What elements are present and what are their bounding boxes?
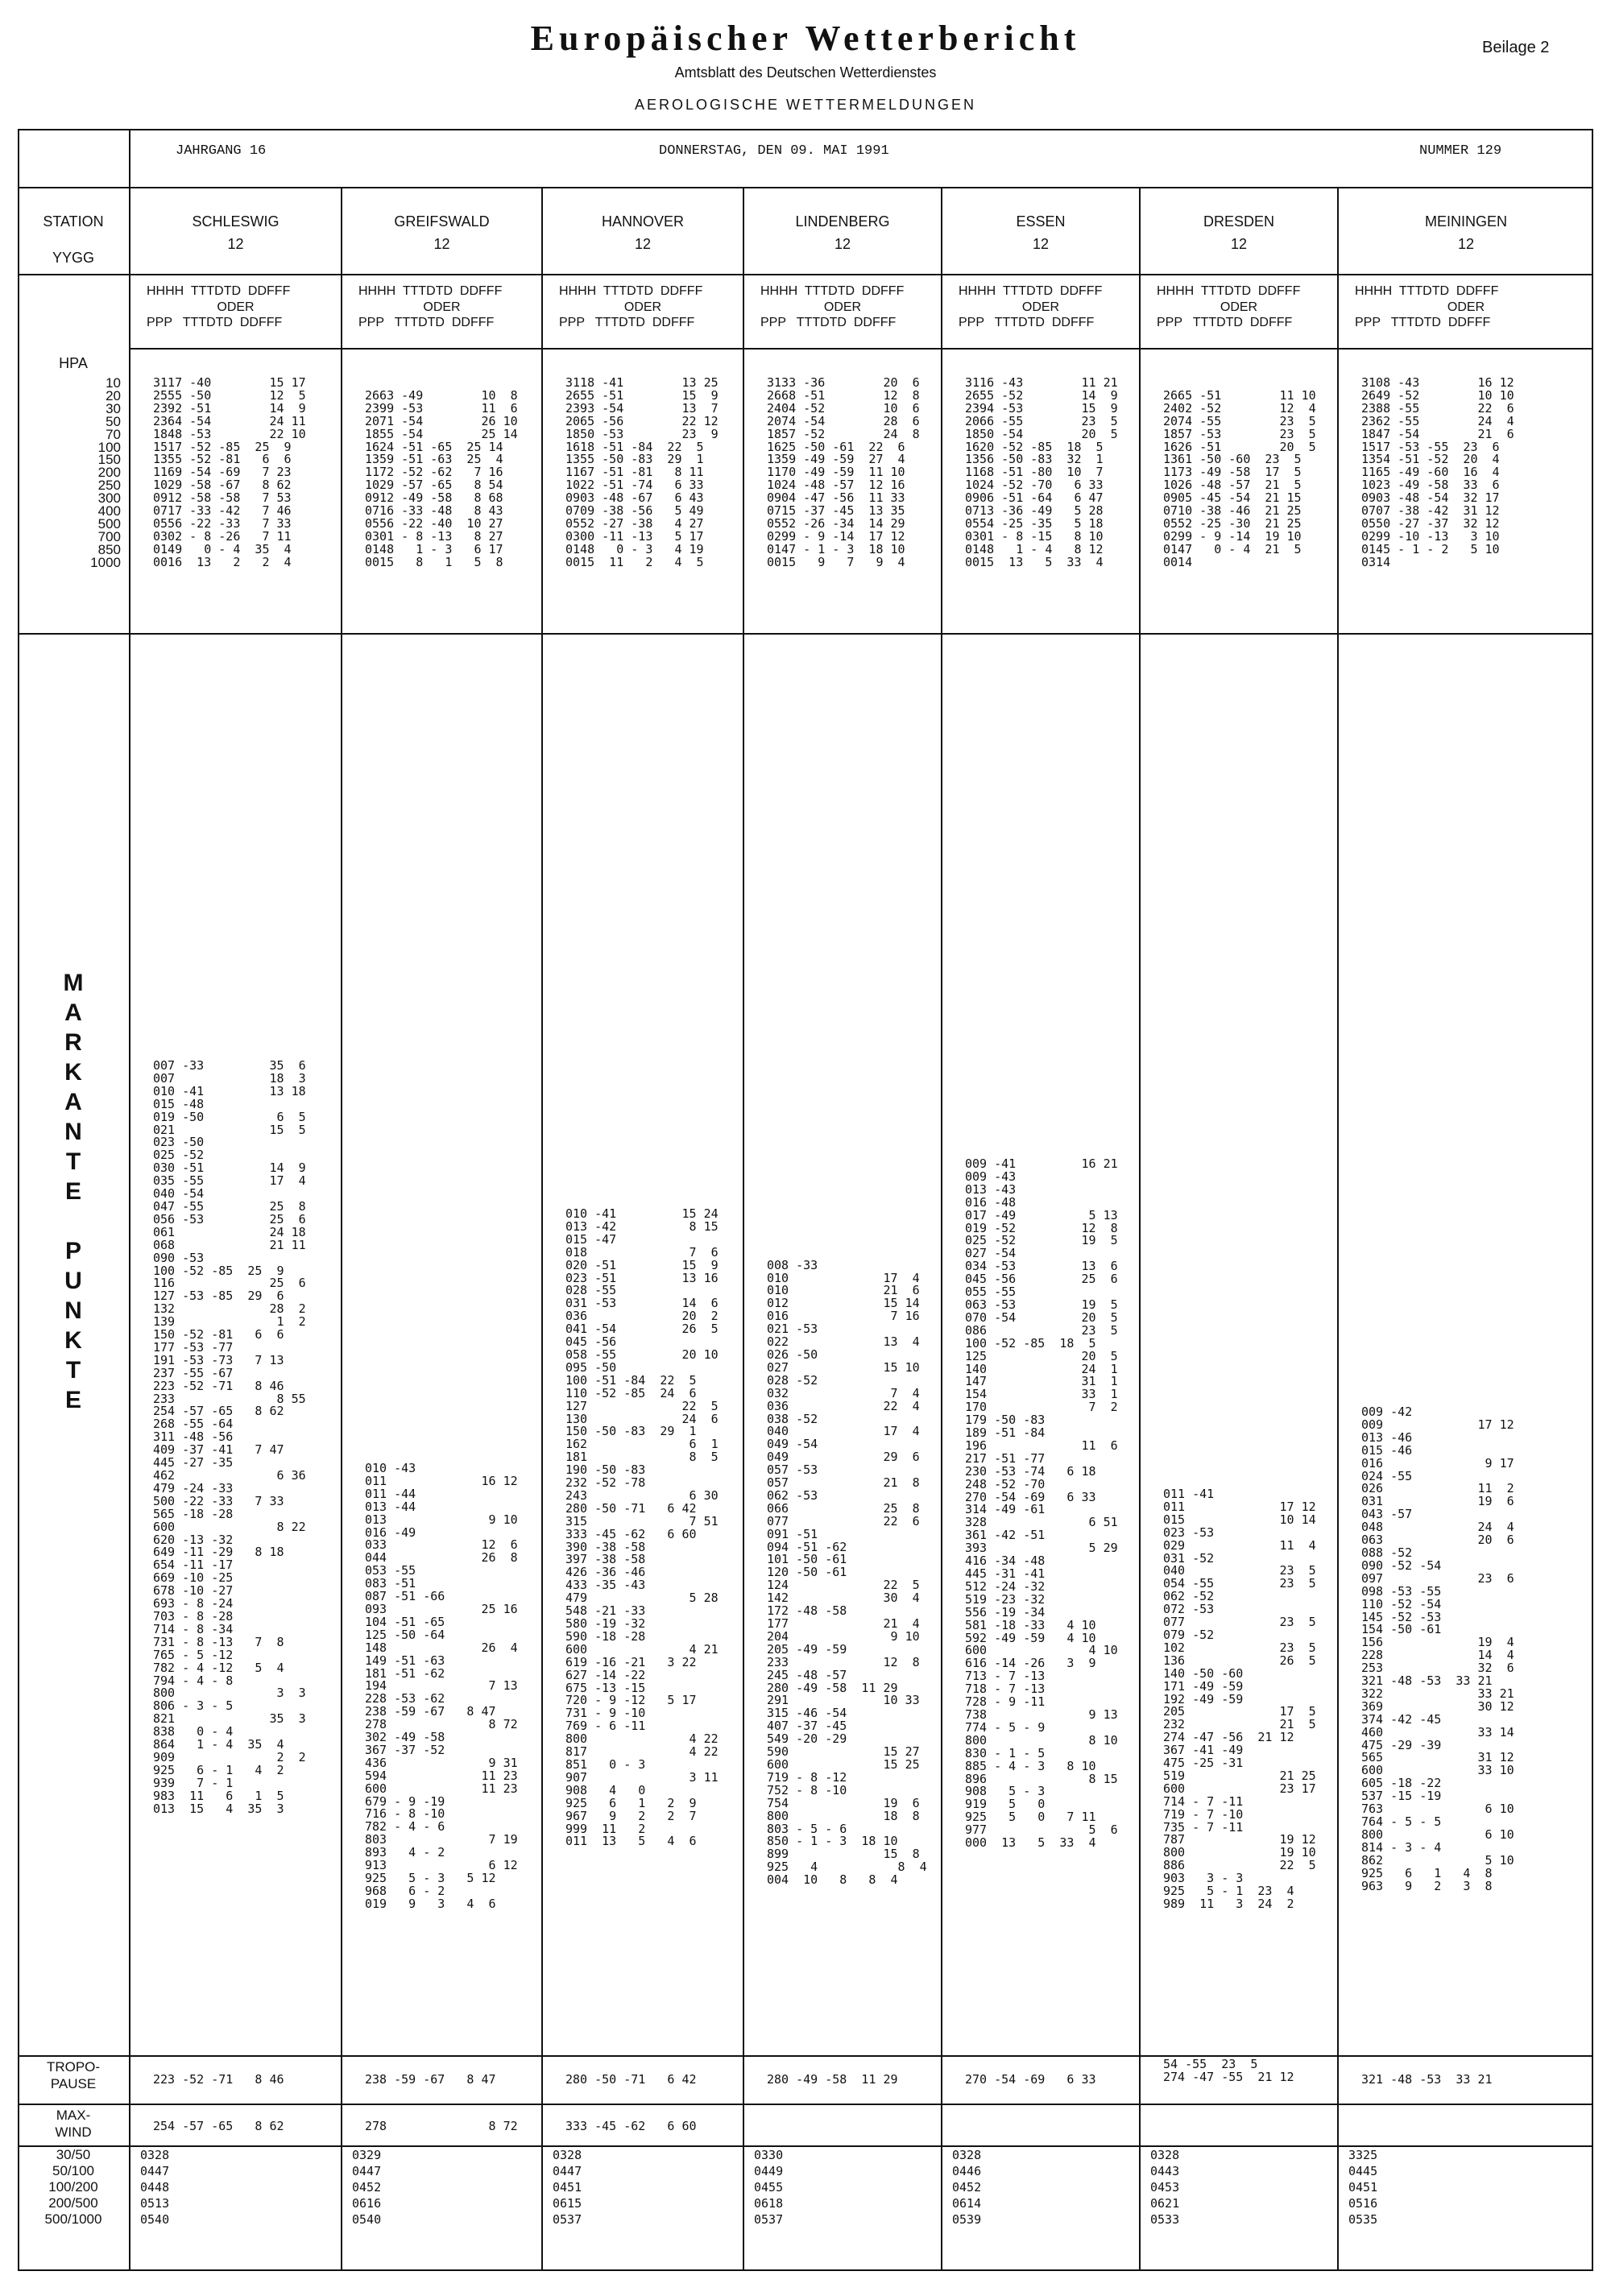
- column-header-2: ODER: [217, 300, 255, 314]
- station-name: MEININGEN: [1424, 213, 1507, 230]
- markante-punkte-label: [18, 968, 129, 1415]
- station-name: ESSEN: [1016, 213, 1066, 230]
- column-header-2: ODER: [623, 300, 662, 314]
- markante-letter: N: [64, 1119, 82, 1145]
- maxwind-data: 254 -57 -65 8 62: [153, 2119, 284, 2133]
- divider: [341, 187, 342, 2271]
- markante-letter: E: [64, 1178, 81, 1205]
- column-header-3: PPP TTTDTD DDFFF: [1355, 316, 1491, 329]
- layer-labels: 30/50 50/100 100/200 200/500 500/1000: [44, 2147, 102, 2227]
- standard-levels: 3108 -43 16 12 2649 -52 10 10 2388 -55 22 6 2362 -55 24 4 1847 -54 21 6 1517 -53 -55 23 6 1354 -51 -52 20 4 1165 -49 -60 16 4 1023 -49 -58 33 6 0903 -48 -54 32 17 0707 -38 -42 31 12 0550 -27 -37 32 12 0299 -10 -13 3 10 0145 - 1 - 2 5 10 0314: [1361, 375, 1514, 569]
- standard-levels: 3117 -40 15 17 2555 -50 12 5 2392 -51 14 9 2364 -54 24 11 1848 -53 22 10 1517 -52 -85 25 9 1355 -52 -81 6 6 1169 -54 -69 7 23 1029 -58 -67 8 62 0912 -58 -58 7 53 0717 -33 -42 7 46 0556 -22 -33 7 33 0302 - 8 -26 7 11 0149 0 - 4 35 4 0016 13 2 2 4: [153, 375, 306, 569]
- date-label: DONNERSTAG, DEN 09. MAI 1991: [659, 143, 889, 159]
- markante-data: 008 -33 010 17 4 010 21 6 012 15 14 016 7 16 021 -53 022 13 4 026 -50 027 15 10 028 -52 032 7 4 036 22 4 038 -52 040 17 4 049 -54 049 29 6 057 -53 057 21 8 062 -53 066 25 8 077 22 6 091 -51 094 -51 -62 101 -50 -61 120 -50 -61 124 22 5 142 30 4 172 -48 -58 177 21 4 204 9 10 205 -49 -59 233 12 8 245 -48 -57 280 -49 -58 11 29 291 10 33 315 -46 -54 407 -37 -45 549 -20 -29 590 15 27 600 15 25 719 - 8 -12 752 - 8 -10 754 19 6 800 18 8 803 - 5 - 6 850 - 1 - 3 18 10 899 15 8 925 4 8 4 004 10 8 8 4: [767, 1257, 927, 1888]
- markante-letter: A: [64, 1089, 82, 1115]
- markante-letter: T: [65, 1148, 81, 1175]
- tropopause-data: 321 -48 -53 33 21: [1361, 2072, 1493, 2087]
- column-header-2: ODER: [1021, 300, 1060, 314]
- column-header-1: HHHH TTTDTD DDFFF: [760, 284, 905, 298]
- tropopause-data: 280 -49 -58 11 29: [767, 2072, 898, 2087]
- station-name: LINDENBERG: [795, 213, 890, 230]
- divider: [129, 129, 130, 2271]
- tropopause-data: 54 -55 23 5 274 -47 -55 21 12: [1163, 2057, 1294, 2084]
- markante-data: 007 -33 35 6 007 18 3 010 -41 13 18 015 -48 019 -50 6 5 021 15 5 023 -50 025 -52 030 -51 14 9 035 -55 17 4 040 -54 047 -55 25 8 056 -53 25 6 061 24 18 068 21 11 090 -53 100 -52 -85 25 9 116 25 6 127 -53 -85 29 6 132 28 2 139 1 2 150 -52 -81 6 6 177 -53 -77 191 -53 -73 7 13 237 -55 -67 223 -52 -71 8 46 233 8 55 254 -57 -65 8 62 268 -55 -64 311 -48 -56 409 -37 -41 7 47 445 -27 -35 462 6 36 479 -24 -33 500 -22 -33 7 33 565 -18 -28 600 8 22 620 -13 -32 649 -11 -29 8 18 654 -11 -17 669 -10 -25 678 -10 -27 693 - 8 -24 703 - 8 -28 714 - 8 -34 731 - 8 -13 7 8 765 - 5 -12 782 - 4 -12 5 4 794 - 4 - 8 800 3 3 806 - 3 - 5 821 35 3 838 0 - 4 864 1 - 4 35 4 909 2 2 925 6 - 1 4 2 939 7 - 1 983 11 6 1 5 013 15 4 35 3: [153, 1058, 306, 1816]
- divider: [1139, 187, 1141, 2271]
- maxwind-data: 333 -45 -62 6 60: [565, 2119, 697, 2133]
- station-name: HANNOVER: [601, 213, 684, 230]
- standard-levels: 3116 -43 11 21 2655 -52 14 9 2394 -53 15 9 2066 -55 23 5 1850 -54 20 5 1620 -52 -85 18 5 1356 -50 -83 32 1 1168 -51 -80 10 7 1024 -52 -70 6 33 0906 -51 -64 6 47 0713 -36 -49 5 28 0554 -25 -35 5 18 0301 - 8 -15 8 10 0148 1 - 4 8 12 0015 13 5 33 4: [965, 375, 1118, 569]
- markante-letter: K: [64, 1059, 82, 1086]
- station-label: STATION: [43, 213, 104, 230]
- station-time: 12: [634, 236, 652, 252]
- column-header-1: HHHH TTTDTD DDFFF: [559, 284, 703, 298]
- markante-letter: P: [64, 1238, 81, 1264]
- divider: [129, 348, 1593, 350]
- station-name: SCHLESWIG: [192, 213, 280, 230]
- markante-letter: M: [63, 970, 84, 996]
- layer-data: 0328 0447 0448 0513 0540: [140, 2148, 170, 2227]
- column-header-3: PPP TTTDTD DDFFF: [358, 316, 495, 329]
- station-name: GREIFSWALD: [394, 213, 490, 230]
- tropopause-data: 280 -50 -71 6 42: [565, 2072, 697, 2087]
- page-subtitle: Amtsblatt des Deutschen Wetterdienstes: [674, 64, 937, 81]
- divider: [18, 187, 1593, 188]
- layer-data: 0330 0449 0455 0618 0537: [754, 2148, 784, 2227]
- markante-letter: K: [64, 1327, 82, 1354]
- standard-levels: 2663 -49 10 8 2399 -53 11 6 2071 -54 26 10 1855 -54 25 14 1624 -51 -65 25 14 1359 -51 -63 25 4 1172 -52 -62 7 16 1029 -57 -65 8 54 0912 -49 -58 8 68 0716 -33 -48 8 43 0556 -22 -40 10 27 0301 - 8 -13 8 27 0148 1 - 3 6 17 0015 8 1 5 8: [365, 387, 518, 569]
- page-title: Europäischer Wetterbericht: [530, 19, 1081, 58]
- tropopause-label: TROPO- PAUSE: [46, 2059, 101, 2091]
- column-header-1: HHHH TTTDTD DDFFF: [147, 284, 291, 298]
- divider: [541, 187, 543, 2271]
- column-header-3: PPP TTTDTD DDFFF: [147, 316, 283, 329]
- tropopause-data: 223 -52 -71 8 46: [153, 2072, 284, 2087]
- station-time: 12: [433, 236, 450, 252]
- volume-label: JAHRGANG 16: [176, 143, 267, 159]
- station-time: 12: [1457, 236, 1475, 252]
- divider: [18, 2055, 1593, 2057]
- column-header-3: PPP TTTDTD DDFFF: [959, 316, 1095, 329]
- layer-data: 3325 0445 0451 0516 0535: [1348, 2148, 1378, 2227]
- markante-data: 009 -41 16 21 009 -43 013 -43 016 -48 017 -49 5 13 019 -52 12 8 025 -52 19 5 027 -54 034 -53 13 6 045 -56 25 6 055 -55 063 -53 19 5 070 -54 20 5 086 23 5 100 -52 -85 18 5 125 20 5 140 24 1 147 31 1 154 33 1 170 7 2 179 -50 -83 189 -51 -84 196 11 6 217 -51 -77 230 -53 -74 6 18 248 -52 -70 270 -54 -69 6 33 314 -49 -61 328 6 51 361 -42 -51 393 5 29 416 -34 -48 445 -31 -41 512 -24 -32 519 -23 -32 556 -19 -34 581 -18 -33 4 10 592 -49 -59 4 10 600 4 10 616 -14 -26 3 9 713 - 7 -13 718 - 7 -13 728 - 9 -11 738 9 13 774 - 5 - 9 800 8 10 830 - 1 - 5 885 - 4 - 3 8 10 896 8 15 908 5 - 3 919 5 0 925 5 0 7 11 977 5 6 000 13 5 33 4: [965, 1156, 1118, 1851]
- station-time: 12: [227, 236, 244, 252]
- markante-data: 010 -41 15 24 013 -42 8 15 015 -47 018 7 6 020 -51 15 9 023 -51 13 16 028 -55 031 -53 14 6 036 20 2 041 -54 26 5 045 -56 058 -55 20 10 095 -50 100 -51 -84 22 5 110 -52 -85 24 6 127 22 5 130 24 6 150 -50 -83 29 1 162 6 1 181 8 5 190 -50 -83 232 -52 -78 243 6 30 280 -50 -71 6 42 315 7 51 333 -45 -62 6 60 390 -38 -58 397 -38 -58 426 -36 -46 433 -35 -43 479 5 28 548 -21 -33 580 -19 -32 590 -18 -28 600 4 21 619 -16 -21 3 22 627 -14 -22 675 -13 -15 720 - 9 -12 5 17 731 - 9 -10 769 - 6 -11 800 4 22 817 4 22 851 0 - 3 907 3 11 908 4 0 925 6 1 2 9 967 9 2 2 7 999 11 2 011 13 5 4 6: [565, 1206, 719, 1849]
- maxwind-data: 278 8 72: [365, 2119, 518, 2133]
- section-title: AEROLOGISCHE WETTERMELDUNGEN: [634, 97, 977, 113]
- layer-data: 0328 0446 0452 0614 0539: [952, 2148, 982, 2227]
- layer-data: 0328 0443 0453 0621 0533: [1150, 2148, 1180, 2227]
- column-header-3: PPP TTTDTD DDFFF: [559, 316, 695, 329]
- column-header-2: ODER: [823, 300, 862, 314]
- divider: [1337, 187, 1339, 2271]
- station-time: 12: [1032, 236, 1050, 252]
- markante-data: 009 -42 009 17 12 013 -46 015 -46 016 9 17 024 -55 026 11 2 031 19 6 043 -57 048 24 4 063 20 6 088 -52 090 -52 -54 097 23 6 098 -53 -55 110 -52 -54 145 -52 -53 154 -50 -61 156 19 4 228 14 4 253 32 6 321 -48 -53 33 21 322 33 21 369 30 12 374 -42 -45 460 33 14 475 -29 -39 565 31 12 600 33 10 605 -18 -22 537 -15 -19 763 6 10 764 - 5 - 5 800 6 10 814 - 3 - 4 862 5 10 925 6 1 4 8 963 9 2 3 8: [1361, 1404, 1514, 1893]
- markante-letter: U: [64, 1268, 82, 1294]
- pressure-levels: 10 20 30 50 70 100 150 200 250 300 400 500 700 850 1000: [90, 375, 121, 570]
- divider: [18, 633, 1593, 635]
- maxwind-label: MAX- WIND: [55, 2108, 92, 2140]
- layer-data: 0329 0447 0452 0616 0540: [352, 2148, 382, 2227]
- supplement-label: Beilage 2: [1482, 39, 1550, 56]
- column-header-1: HHHH TTTDTD DDFFF: [959, 284, 1103, 298]
- markante-letter: T: [65, 1357, 81, 1384]
- markante-data: 010 -43 011 16 12 011 -44 013 -44 013 9 10 016 -49 033 12 6 044 26 8 053 -55 083 -51 087 -51 -66 093 25 16 104 -51 -65 125 -50 -64 148 26 4 149 -51 -63 181 -51 -62 194 7 13 228 -53 -62 238 -59 -67 8 47 278 8 72 302 -49 -58 367 -37 -52 436 9 31 594 11 23 600 11 23 679 - 9 -19 716 - 8 -10 782 - 4 - 6 803 7 19 893 4 - 2 913 6 12 925 5 - 3 5 12 968 6 - 2 019 9 3 4 6: [365, 1461, 518, 1911]
- station-time: 12: [1230, 236, 1248, 252]
- column-header-1: HHHH TTTDTD DDFFF: [1355, 284, 1499, 298]
- hpa-label: HPA: [59, 355, 88, 371]
- divider: [743, 187, 744, 2271]
- station-name: DRESDEN: [1203, 213, 1274, 230]
- markante-letter: A: [64, 999, 82, 1026]
- column-header-2: ODER: [1220, 300, 1258, 314]
- markante-letter: R: [64, 1029, 82, 1056]
- divider: [18, 274, 1593, 275]
- yygg-label: YYGG: [52, 250, 94, 266]
- column-header-3: PPP TTTDTD DDFFF: [760, 316, 897, 329]
- markante-letter: E: [64, 1387, 81, 1413]
- markante-data: 011 -41 011 17 12 015 10 14 023 -53 029 11 4 031 -52 040 23 5 054 -55 23 5 062 -52 072 -53 077 23 5 079 -52 102 23 5 136 26 5 140 -50 -60 171 -49 -59 192 -49 -59 205 17 5 232 21 5 274 -47 -56 21 12 367 -41 -49 475 -25 -31 519 21 25 600 23 17 714 - 7 -11 719 - 7 -10 735 - 7 -11 787 19 12 800 19 10 886 22 5 903 3 - 3 925 5 - 1 23 4 989 11 3 24 2: [1163, 1487, 1316, 1911]
- column-header-1: HHHH TTTDTD DDFFF: [358, 284, 503, 298]
- column-header-2: ODER: [423, 300, 461, 314]
- tropopause-data: 270 -54 -69 6 33: [965, 2072, 1096, 2087]
- tropopause-data: 238 -59 -67 8 47: [365, 2072, 496, 2087]
- column-header-3: PPP TTTDTD DDFFF: [1157, 316, 1293, 329]
- standard-levels: 3118 -41 13 25 2655 -51 15 9 2393 -54 13 7 2065 -56 22 12 1850 -53 23 9 1618 -51 -84 22 5 1355 -50 -83 29 1 1167 -51 -81 8 11 1022 -51 -74 6 33 0903 -48 -67 6 43 0709 -38 -56 5 49 0552 -27 -38 4 27 0300 -11 -13 5 17 0148 0 - 3 4 19 0015 11 2 4 5: [565, 375, 719, 569]
- markante-letter: N: [64, 1297, 82, 1324]
- layer-data: 0328 0447 0451 0615 0537: [553, 2148, 582, 2227]
- divider: [18, 2104, 1593, 2105]
- column-header-1: HHHH TTTDTD DDFFF: [1157, 284, 1301, 298]
- standard-levels: 2665 -51 11 10 2402 -52 12 4 2074 -55 23 5 1857 -53 23 5 1626 -51 20 5 1361 -50 -60 23 5 1173 -49 -58 17 5 1026 -48 -57 21 5 0905 -45 -54 21 15 0710 -38 -46 21 25 0552 -25 -30 21 25 0299 - 9 -14 19 10 0147 0 - 4 21 5 0014: [1163, 387, 1316, 569]
- column-header-2: ODER: [1447, 300, 1485, 314]
- number-label: NUMMER 129: [1419, 143, 1502, 159]
- divider: [941, 187, 942, 2271]
- station-time: 12: [834, 236, 851, 252]
- markante-letter: [18, 1206, 129, 1236]
- standard-levels: 3133 -36 20 6 2668 -51 12 8 2404 -52 10 6 2074 -54 28 6 1857 -52 24 8 1625 -50 -61 22 6 1359 -49 -59 27 4 1170 -49 -59 11 10 1024 -48 -57 12 16 0904 -47 -56 11 33 0715 -37 -45 13 35 0552 -26 -34 14 29 0299 - 9 -14 17 12 0147 - 1 - 3 18 10 0015 9 7 9 4: [767, 375, 920, 569]
